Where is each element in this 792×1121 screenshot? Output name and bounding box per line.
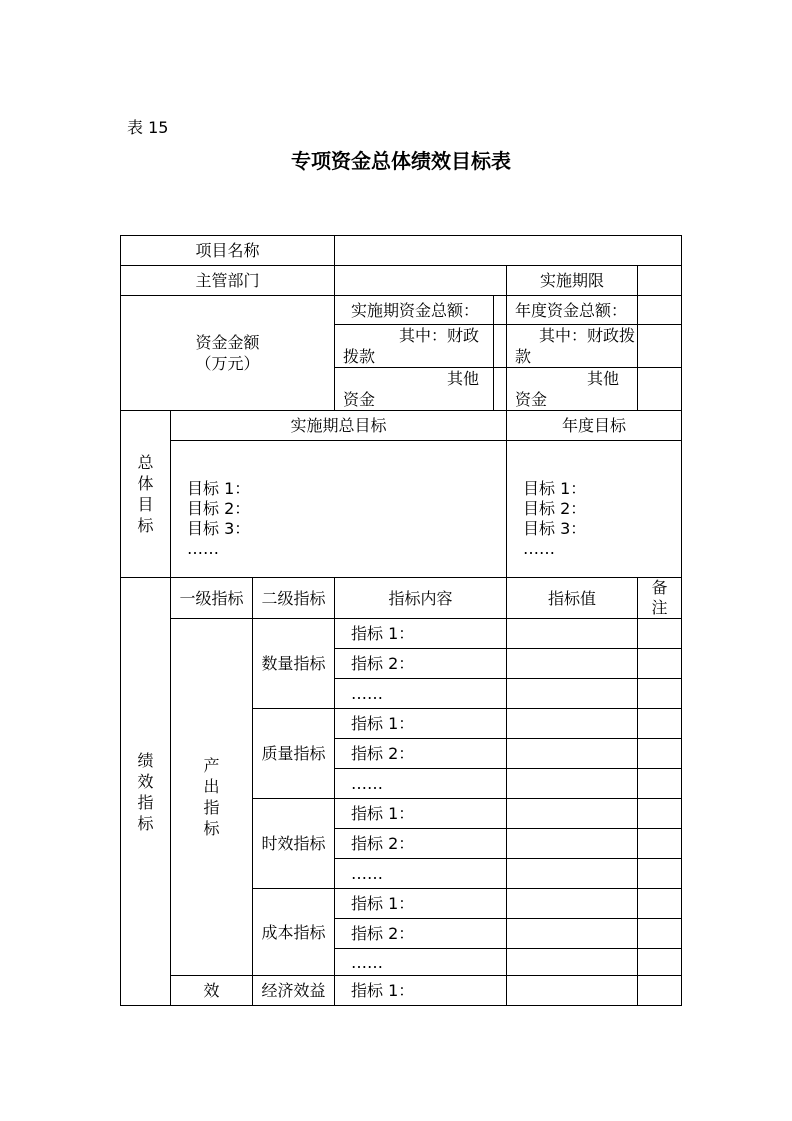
period-target-2: 目标 2：: [187, 499, 251, 518]
other-period-value-cell: [494, 368, 507, 411]
period-target-3: 目标 3：: [187, 519, 251, 538]
remark-cell: [638, 859, 682, 889]
remark-cell: [638, 949, 682, 976]
output-indicators-cell: [171, 619, 253, 976]
indicator-value-cell: [507, 649, 638, 679]
total-period-funds-label: 实施期资金总额：: [335, 296, 494, 325]
remark-cell: [638, 769, 682, 799]
table-number: 表 15: [127, 118, 169, 137]
total-period-funds-value-cell: [494, 296, 507, 325]
quality-indicators-label: 质量指标: [253, 709, 335, 799]
project-name-value-cell: [335, 236, 682, 266]
fiscal-annual-value-cell: [638, 325, 682, 368]
funds-label-cell: [121, 296, 335, 411]
period-target-more: ……: [187, 539, 219, 558]
output-indicators-label: 产出指标: [203, 756, 220, 838]
fiscal-period-label-cell: [335, 325, 494, 368]
header-remark-cell: [638, 578, 682, 619]
other-annual-label-line1: 其他: [587, 369, 620, 388]
indicator-item: 指标 1：: [335, 799, 507, 829]
indicator-value-cell: [507, 919, 638, 949]
annual-target-2: 目标 2：: [523, 499, 587, 518]
remark-cell: [638, 889, 682, 919]
remark-cell: [638, 799, 682, 829]
indicator-item: 指标 2：: [335, 919, 507, 949]
remark-cell: [638, 919, 682, 949]
remark-cell: [638, 739, 682, 769]
indicator-value-cell: [507, 769, 638, 799]
total-annual-funds-label: 年度资金总额：: [507, 296, 638, 325]
indicator-item: 指标 1：: [335, 889, 507, 919]
cost-indicators-label: 成本指标: [253, 889, 335, 976]
period-value-cell: [638, 266, 682, 296]
indicators-side-label: 绩效指标: [137, 750, 154, 833]
indicators-side-cell: [121, 578, 171, 1006]
document-title: 专项资金总体绩效目标表: [291, 149, 511, 173]
fiscal-period-label-line2: 拨款: [343, 347, 376, 366]
remark-cell: [638, 649, 682, 679]
indicator-item: ……: [335, 859, 507, 889]
indicator-value-cell: [507, 859, 638, 889]
fiscal-period-label-line1: 其中：财政: [399, 326, 480, 345]
period-target-1: 目标 1：: [187, 479, 251, 498]
header-level2: 二级指标: [253, 578, 335, 619]
funds-label: 资金金额: [195, 333, 260, 352]
header-level1: 一级指标: [171, 578, 253, 619]
indicator-value-cell: [507, 976, 638, 1006]
other-annual-label-cell: [507, 368, 638, 411]
fiscal-annual-label-cell: [507, 325, 638, 368]
annual-target-3: 目标 3：: [523, 519, 587, 538]
economic-benefit-label: 经济效益: [253, 976, 335, 1006]
annual-goals-header: 年度目标: [507, 411, 682, 441]
annual-target-more: ……: [523, 539, 555, 558]
header-value: 指标值: [507, 578, 638, 619]
remark-cell: [638, 679, 682, 709]
remark-cell: [638, 976, 682, 1006]
fiscal-period-value-cell: [494, 325, 507, 368]
period-goals-header: 实施期总目标: [171, 411, 507, 441]
overall-goals-side-label: 总体目标: [137, 453, 154, 535]
indicator-item: ……: [335, 949, 507, 976]
fiscal-annual-label-line1: 其中：财政拨: [539, 326, 636, 345]
other-annual-label-line2: 资金: [515, 390, 548, 409]
fiscal-annual-label-line2: 款: [515, 347, 532, 366]
header-remark: 备注: [651, 578, 668, 617]
timeliness-indicators-label: 时效指标: [253, 799, 335, 889]
header-content: 指标内容: [335, 578, 507, 619]
indicator-item: ……: [335, 769, 507, 799]
period-label: 实施期限: [507, 266, 638, 296]
benefit-indicators-label: 效: [171, 976, 253, 1006]
indicator-value-cell: [507, 829, 638, 859]
indicator-value-cell: [507, 619, 638, 649]
other-period-label-line2: 资金: [343, 390, 376, 409]
indicator-value-cell: [507, 949, 638, 976]
indicator-item: 指标 2：: [335, 739, 507, 769]
department-label: 主管部门: [121, 266, 335, 296]
indicator-item: ……: [335, 679, 507, 709]
project-name-label: 项目名称: [121, 236, 335, 266]
remark-cell: [638, 829, 682, 859]
annual-targets-cell: [507, 441, 682, 578]
funds-unit-label: （万元）: [195, 354, 260, 373]
other-annual-value-cell: [638, 368, 682, 411]
indicator-item: 指标 1：: [335, 619, 507, 649]
indicator-value-cell: [507, 679, 638, 709]
performance-target-table: [120, 235, 682, 1006]
quantity-indicators-label: 数量指标: [253, 619, 335, 709]
period-targets-cell: [171, 441, 507, 578]
indicator-value-cell: [507, 739, 638, 769]
other-period-label-line1: 其他: [447, 369, 480, 388]
department-value-cell: [335, 266, 507, 296]
indicator-item: 指标 1：: [335, 709, 507, 739]
annual-target-1: 目标 1：: [523, 479, 587, 498]
indicator-item: 指标 2：: [335, 649, 507, 679]
indicator-value-cell: [507, 889, 638, 919]
other-period-label-cell: [335, 368, 494, 411]
indicator-value-cell: [507, 709, 638, 739]
indicator-value-cell: [507, 799, 638, 829]
remark-cell: [638, 619, 682, 649]
indicator-item: 指标 1：: [335, 976, 507, 1006]
indicator-item: 指标 2：: [335, 829, 507, 859]
remark-cell: [638, 709, 682, 739]
total-annual-funds-value-cell: [638, 296, 682, 325]
overall-goals-side-cell: [121, 411, 171, 578]
